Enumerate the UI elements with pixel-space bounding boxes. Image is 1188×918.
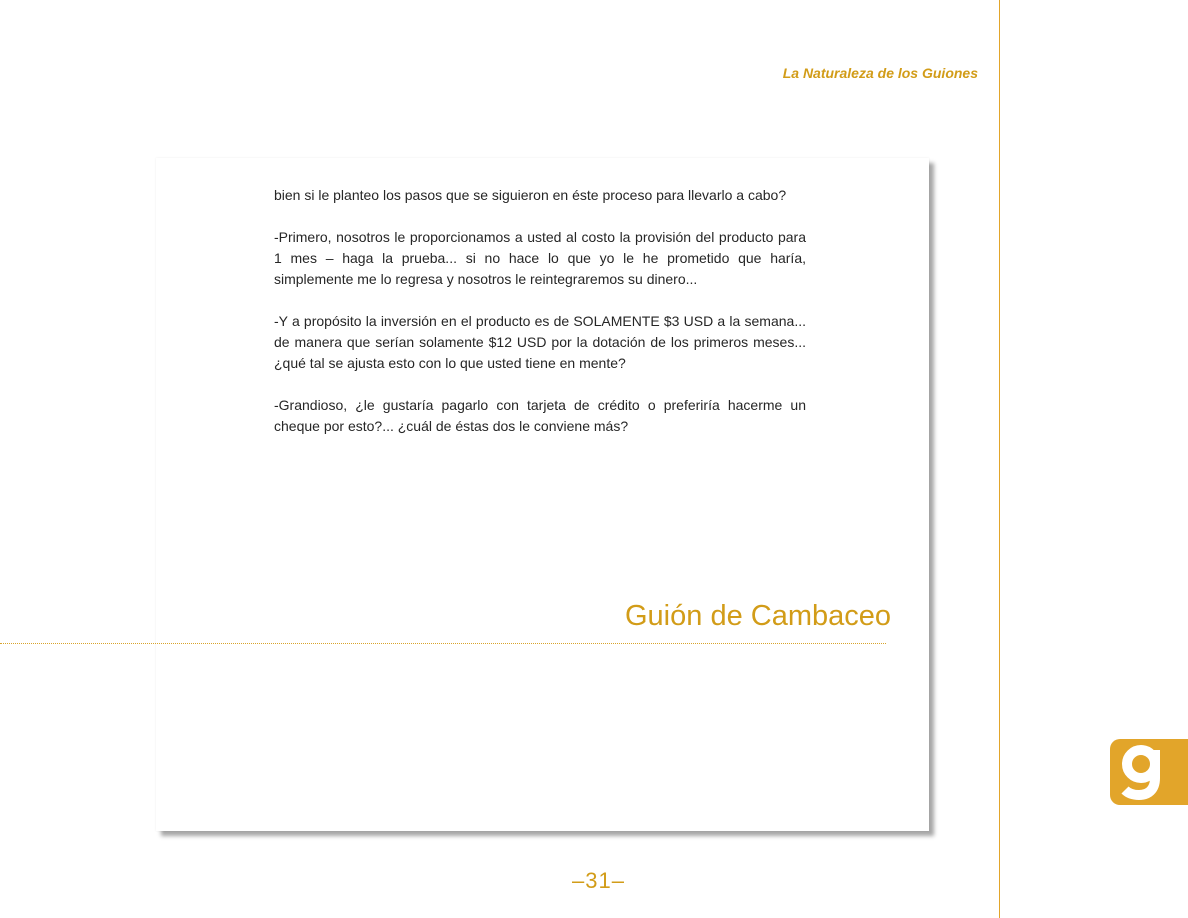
- brand-logo: [1110, 739, 1188, 805]
- paragraph-1: bien si le planteo los pasos que se siguieron en éste proceso para llevarlo a cabo?: [274, 187, 787, 203]
- paragraph-4: -Grandioso, ¿le gustaría pagarlo con tarjeta de crédito o preferiría hacerme un cheque por esto?... ¿cuál de éstas dos le conviene más?: [274, 397, 806, 434]
- page-number: –31–: [572, 868, 625, 893]
- body-text: [274, 185, 806, 458]
- section-title: Guión de Cambaceo: [625, 600, 891, 632]
- running-header-title: La Naturaleza de los Guiones: [782, 65, 978, 81]
- paragraph-2: -Primero, nosotros le proporcionamos a usted al costo la provisión del producto para 1 mes – haga la prueba... si no hace lo que yo le he prometido que haría, simplemente me lo regresa y nosotros le reintegraremos su dinero...: [274, 229, 806, 287]
- dotted-divider: [0, 643, 886, 644]
- paragraph-3: -Y a propósito la inversión en el producto es de SOLAMENTE $3 USD a la semana... de manera que serían solamente $12 USD por la dotación de los primeros meses... ¿qué tal se ajusta esto con lo que usted tiene en mente?: [274, 313, 806, 371]
- letter-g-logo-icon: [1120, 744, 1166, 800]
- margin-vertical-rule: [999, 0, 1000, 918]
